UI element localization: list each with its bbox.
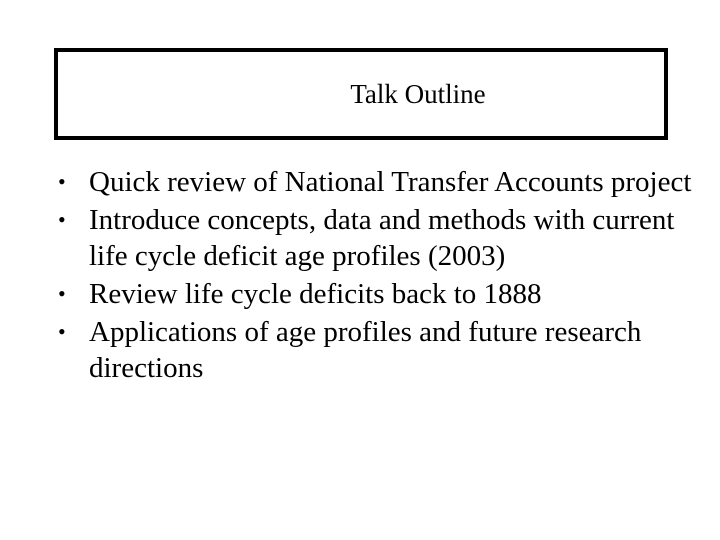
bullet-icon: • <box>58 169 66 194</box>
bullet-item <box>58 202 698 274</box>
bullet-text: Introduce concepts, data and methods with current life cycle deficit age profiles (2003) <box>89 204 675 272</box>
bullet-item <box>58 314 698 386</box>
bullet-item <box>58 276 698 312</box>
bullet-text: Applications of age profiles and future research directions <box>89 316 642 384</box>
bullet-item <box>58 164 698 200</box>
bullet-text: Quick review of National Transfer Accounts project <box>89 166 692 198</box>
bullet-list <box>58 164 698 388</box>
slide-title: Talk Outline <box>350 78 486 109</box>
bullet-icon: • <box>58 319 66 344</box>
bullet-text: Review life cycle deficits back to 1888 <box>89 278 542 310</box>
bullet-icon: • <box>58 207 66 232</box>
title-box <box>54 48 668 140</box>
bullet-icon: • <box>58 281 66 306</box>
